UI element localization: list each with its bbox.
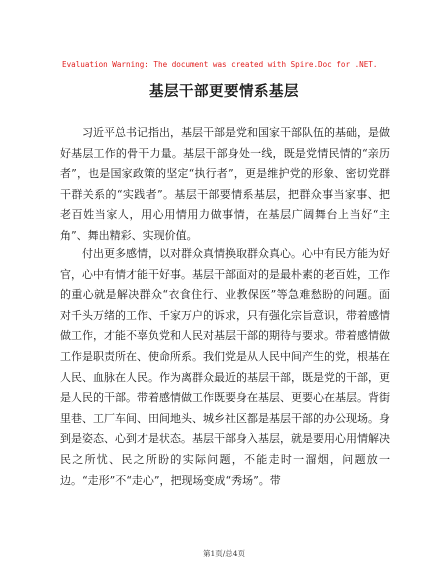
paragraph-text: 习近平总书记指出，基层干部是党和国家干部队伍的基础，是做好基层工作的骨干力量。基层干部身处一线，既是党情民情的“亲历者”，也是国家政策的坚定“执行者”，更是维护党的形象、密切党群干群关系的“实践者”。基层干部要情系基层，把群众事当家事、把老百姓当家人，用心用情用力做事情，在基层广阔舞台上当好“主角”、舞出精彩、实现价值。 (60, 126, 390, 242)
paragraph-2 (60, 244, 390, 491)
document-title: 基层干部更要情系基层 (149, 83, 299, 100)
paragraph-text: 付出更多感情，以对群众真情换取群众真心。心中有民方能为好官，心中有情才能干好事。基层干部面对的是最朴素的老百姓，工作的重心就是解决群众“衣食住行、业教保医”等急难愁盼的问题。面对千头万绪的工作、千家万户的诉求，只有强化宗旨意识，带着感情做工作，才能不辜负党和人民对基层干部的期待与要求。带着感情做工作是职责所在、使命所系。我们党是从人民中间产生的党，根基在人民、血脉在人民。作为离群众最近的基层干部，既是党的干部，更是人民的干部。带着感情做工作既要身在基层、更要心在基层。背街里巷、工厂车间、田间地头、城乡社区都是基层干部的办公现场。身到是姿态、心到才是状态。基层干部身入基层，就是要用心用情解决民之所忧、民之所盼的实际问题，不能走时一溜烟，问题放一边。“走形”不“走心”，把现场变成“秀场”。带 (60, 247, 390, 487)
paragraph-1 (60, 123, 390, 247)
page-footer: 第1页/总4页 (202, 549, 246, 558)
evaluation-warning: Evaluation Warning: The document was created with Spire.Doc for .NET. (62, 60, 378, 69)
